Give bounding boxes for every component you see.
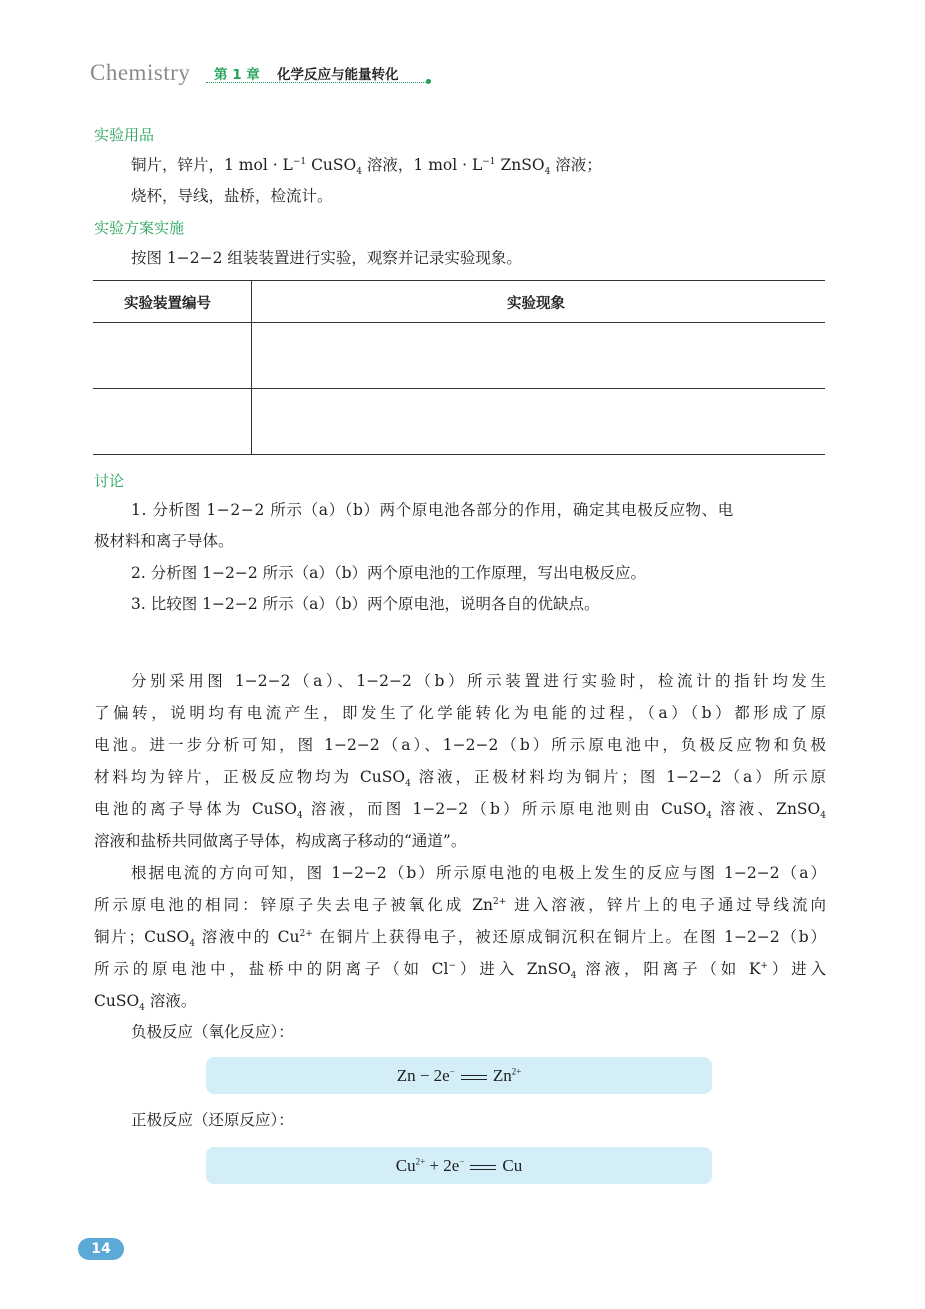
body2-line1: 根据电流的方向可知，图 1−2−2（b）所示原电池的电极上发生的反应与图 1−2−2（a） bbox=[131, 864, 826, 882]
observation-table bbox=[93, 280, 825, 455]
procedure-heading: 实验方案实施 bbox=[94, 219, 185, 237]
running-header-brand: Chemistry bbox=[90, 60, 191, 85]
body2-line5: CuSO$_4$ 溶液。 bbox=[94, 992, 197, 1014]
body2-line3: 铜片；CuSO$_4$ 溶液中的 $Cu^{2+}$ 在铜片上获得电子，被还原成铜沉积在铜片上。在图 1−2−2（b） bbox=[94, 928, 827, 950]
table-top-rule bbox=[93, 280, 825, 281]
header-rule-end-dot bbox=[426, 79, 431, 84]
chapter-title: 化学反应与能量转化 bbox=[277, 67, 399, 83]
materials-heading: 实验用品 bbox=[94, 126, 155, 144]
body1-line6: 溶液和盐桥共同做离子导体，构成离子移动的“通道”。 bbox=[94, 832, 467, 850]
table-bottom-rule bbox=[93, 454, 825, 455]
body2-line4: 所示的原电池中，盐桥中的阴离子（如 Cl−）进入 ZnSO$_4$ 溶液，阳离子（如 K+）进入 bbox=[94, 960, 827, 982]
discussion-heading: 讨论 bbox=[94, 472, 125, 490]
body1-line4: 材料均为锌片，正极反应物均为 CuSO$_4$ 溶液，正极材料均为铜片；图 1−2−2（a）所示原 bbox=[94, 768, 826, 790]
chapter-number: 第 1 章 bbox=[214, 67, 260, 83]
discussion-q1-line2: 极材料和离子导体。 bbox=[94, 532, 234, 550]
table-header-device: 实验装置编号 bbox=[124, 296, 211, 312]
table-row-rule bbox=[93, 388, 825, 389]
equals-sign bbox=[461, 1075, 487, 1080]
materials-line-1: 铜片，锌片，1 mol · $L^{-1}$ CuSO$_4$ 溶液，1 mol · $L^{-1}$ ZnSO$_4$ 溶液； bbox=[131, 156, 602, 178]
positive-equation-box: $Cu^{2+} + 2e^-$ Cu bbox=[206, 1147, 712, 1184]
table-column-divider bbox=[251, 280, 252, 455]
negative-equation-box: Zn − 2e− $Zn^{2+}$ bbox=[206, 1057, 712, 1094]
table-header-rule bbox=[93, 322, 825, 323]
equals-sign bbox=[470, 1165, 496, 1170]
positive-reaction-label: 正极反应（还原反应）： bbox=[131, 1111, 294, 1129]
discussion-q3: 3. 比较图 1−2−2 所示（a）（b）两个原电池，说明各自的优缺点。 bbox=[131, 595, 600, 613]
body1-line5: 电池的离子导体为 CuSO$_4$ 溶液，而图 1−2−2（b）所示原电池则由 CuSO$_4$ 溶液、ZnSO$_4$ bbox=[94, 800, 826, 822]
negative-reaction-label: 负极反应（氧化反应）： bbox=[131, 1023, 294, 1041]
procedure-text: 按图 1−2−2 组装装置进行实验，观察并记录实验现象。 bbox=[131, 249, 522, 267]
materials-line-2: 烧杯，导线，盐桥，检流计。 bbox=[131, 187, 333, 205]
body1-line2: 了偏转，说明均有电流产生，即发生了化学能转化为电能的过程，（a）（b）都形成了原 bbox=[94, 704, 826, 722]
discussion-q1-line1: 1. 分析图 1−2−2 所示（a）（b）两个原电池各部分的作用，确定其电极反应物、电 bbox=[131, 501, 734, 519]
table-header-phenomenon: 实验现象 bbox=[507, 296, 565, 312]
body1-line3: 电池。进一步分析可知，图 1−2−2（a）、1−2−2（b）所示原电池中，负极反应物和负极 bbox=[94, 736, 826, 754]
body2-line2: 所示原电池的相同：锌原子失去电子被氧化成 $Zn^{2+}$ 进入溶液，锌片上的电子通过导线流向 bbox=[94, 896, 826, 914]
header-dotted-rule bbox=[206, 82, 428, 83]
page-number: 14 bbox=[78, 1238, 124, 1260]
body1-line1: 分别采用图 1−2−2（a）、1−2−2（b）所示装置进行实验时，检流计的指针均发生 bbox=[131, 672, 826, 690]
discussion-q2: 2. 分析图 1−2−2 所示（a）（b）两个原电池的工作原理，写出电极反应。 bbox=[131, 564, 647, 582]
